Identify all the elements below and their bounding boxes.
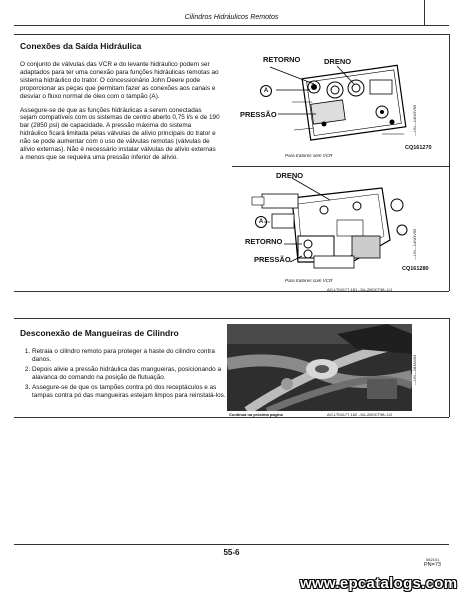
step-item: 3. Assegure-se de que os tampões contra pó dos receptáculos e as tampas contra pó das mangueiras estejam limpos para reinstalá-los. <box>32 384 232 400</box>
fig1-side-code: —UN—14NOV95 <box>412 104 417 136</box>
step-item: 1. Retraia o cilindro remoto para proteger a haste do cilindro contra danos. <box>32 348 232 364</box>
section2-top-rule <box>14 318 449 319</box>
fig1-callout-a: A <box>260 85 272 97</box>
photo-side-code: —UN—28JAN93 <box>412 354 417 385</box>
section1-top-rule <box>14 34 449 35</box>
fig1-caption: Para tratores sem VCR <box>285 153 333 158</box>
step-item: 2. Depois alivie a pressão hidráulica das mangueiras, posicionando a alavanca do comando na posição de flutuação. <box>32 366 232 382</box>
fig1-label-retorno: RETORNO <box>263 55 301 64</box>
fig1-label-pressao: PRESSÃO <box>240 110 277 119</box>
watermark: www.epcatalogs.com <box>300 575 458 592</box>
fig1-code: CQ161270 <box>405 145 432 151</box>
fig2-side-code: —UN—14NOV95 <box>412 228 417 260</box>
footer-pn: PN=73 <box>424 562 441 568</box>
section2-right-rule <box>449 318 450 417</box>
continued-note: Continua na próxima página <box>229 412 283 417</box>
section1-body <box>20 61 220 168</box>
hose-photo <box>227 324 412 411</box>
section1-reference: AG,LT04177,181 –54–28OCT98–1/1 <box>327 287 393 292</box>
section2-bottom-rule <box>14 417 449 418</box>
section2-steps <box>20 348 232 401</box>
fig2-callout-a: A <box>255 216 267 228</box>
footer-rule <box>14 544 449 545</box>
header-divider <box>424 0 425 25</box>
hose-photo-illustration <box>227 324 412 411</box>
section1-title: Conexões da Saída Hidráulica <box>20 41 142 51</box>
footer-date: 082101 <box>426 557 440 562</box>
fig2-caption: Para tratores com VCR <box>285 278 333 283</box>
section1-bottom-rule <box>14 291 449 292</box>
section1-paragraph-1: O conjunto de válvulas das VCR e do levante hidráulico podem ser adaptados para ter uma conexão para funções hidráulicas remotas ao sistema hidráulico do trator. O concessionário John Deere pode proporcionar as peças que permitam fazer as conexões aos canais e desviar o fluxo normal de óleo com o tampão (A). <box>20 61 219 100</box>
header-rule <box>14 25 449 26</box>
section2-reference: AG,LT04177,182 –54–28OCT98–1/2 <box>327 412 393 417</box>
section1-paragraph-2: Assegure-se de que as funções hidráulicas a serem conectadas sejam compatíveis com os sistemas de centro aberto 0,75 l/s e de 190 bar (2850 psi) de capacidade. A pressão máxima do sistema hidráulico ficará limitada pelas válvulas de alívio principais do trator e não se pode aumentar com o uso de válvulas remotas (válvulas de alívio externas). Não é necessário instalar válvulas de alívio externas a menos que se requeira uma pressão inferior de alívio. <box>20 106 220 161</box>
section2-title: Desconexão de Mangueiras de Cilindro <box>20 328 179 338</box>
fig2-label-pressao: PRESSÃO <box>254 255 291 264</box>
figure-divider <box>232 166 450 167</box>
fig2-label-dreno: DRENO <box>276 171 304 180</box>
fig2-label-retorno: RETORNO <box>245 237 283 246</box>
section1-right-rule <box>449 34 450 291</box>
page-number: 55-6 <box>223 548 240 557</box>
fig1-label-dreno: DRENO <box>324 57 352 66</box>
page-header-title: Cilindros Hidráulicos Remotos <box>184 14 279 21</box>
fig2-code: CQ161280 <box>402 266 429 272</box>
